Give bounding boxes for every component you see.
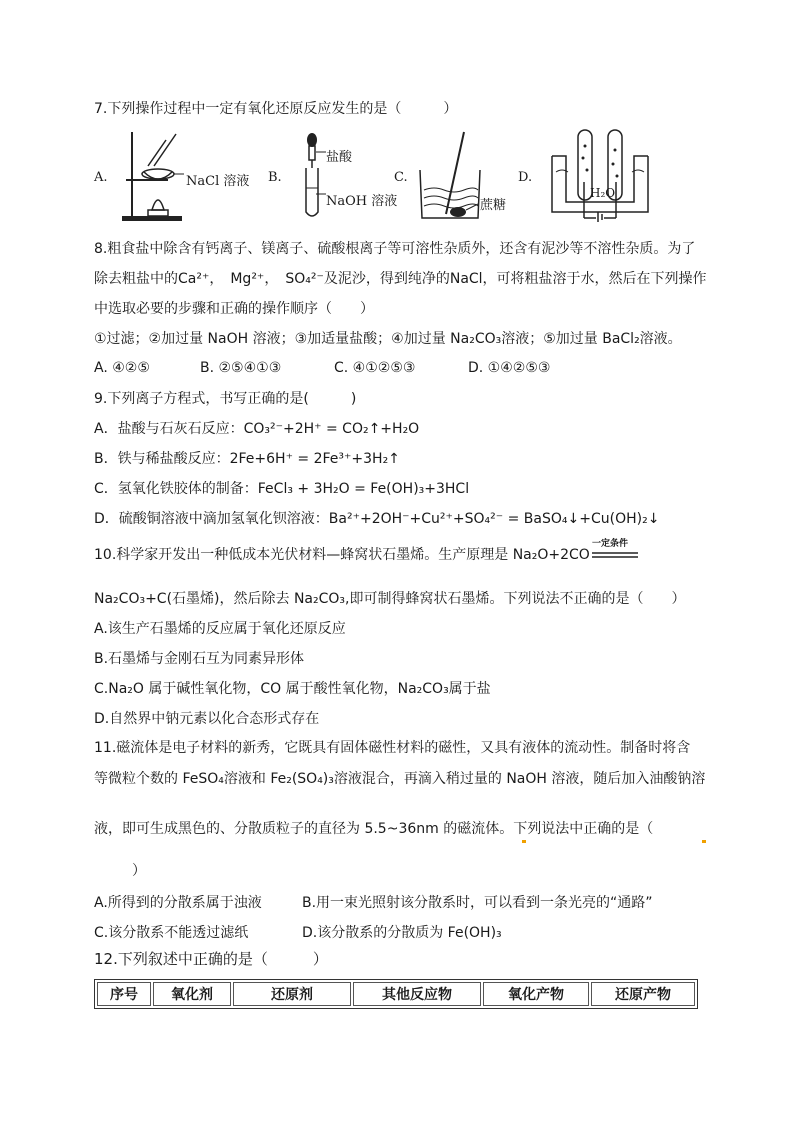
table-header-cell: 还原剂 [233,982,351,1006]
q10-line-1: 10.科学家开发出一种低成本光伏材料—蜂窝状石墨烯。生产原理是 Na₂O+2CO [94,547,590,563]
q11-option-a: A.所得到的分散系属于浊液 [94,895,262,911]
q8-option-a: A. ④②⑤ [94,360,150,376]
table-header-cell: 氧化剂 [153,982,231,1006]
orange-mark [522,840,526,843]
q11-line-2: 等微粒个数的 FeSO₄溶液和 Fe₂(SO₄)₃溶液混合，再滴入稍过量的 NaOH 溶液，随后加入油酸钠溶 [94,771,706,787]
q8-line-3: 中选取必要的步骤和正确的操作顺序（ ） [94,301,374,317]
q12-stem: 12.下列叙述中正确的是（ ） [94,950,328,968]
q11-line-4: ） [132,863,146,879]
table-header-cell: 其他反应物 [353,982,481,1006]
q9-option-d: D．硫酸铜溶液中滴加氢氧化钡溶液：Ba²⁺+2OH⁻+Cu²⁺+SO₄²⁻ = BaSO₄↓+Cu(OH)₂↓ [94,511,660,527]
q7-option-b-letter: B. [268,170,282,185]
q8-option-c: C. ④①②⑤③ [334,360,416,376]
q7-option-a-letter: A. [94,170,108,185]
q10-option-d: D.自然界中钠元素以化合态形式存在 [94,711,320,727]
q10-equals-sign-icon [590,540,640,564]
table-header-cell: 序号 [97,982,151,1006]
q7-stem: 7.下列操作过程中一定有氧化还原反应发生的是（ ） [94,101,458,117]
q11-line-3: 液，即可生成黑色的、分散质粒子的直径为 5.5~36nm 的磁流体。下列说法中正确的是（ [94,821,654,837]
q7-figure-c-label: 蔗糖 [480,198,507,213]
q7-figure-b-label-bottom: NaOH 溶液 [326,194,398,209]
q7-figure-b-label-top: 盐酸 [326,150,353,165]
table-header-cell: 还原产物 [591,982,695,1006]
q7-option-d-letter: D. [518,170,533,185]
q11-option-c: C.该分散系不能透过滤纸 [94,925,249,941]
q7-figure-d-label: H₂O [590,186,616,200]
q9-stem: 9.下列离子方程式，书写正确的是( ) [94,391,357,407]
q8-line-2: 除去粗盐中的Ca²⁺， Mg²⁺， SO₄²⁻及泥沙，得到纯净的NaCl，可将粗盐溶于水，然后在下列操作 [94,271,707,287]
q9-option-a: A．盐酸与石灰石反应：CO₃²⁻+2H⁺ = CO₂↑+H₂O [94,421,420,437]
q10-line-2: Na₂CO₃+C(石墨烯)，然后除去 Na₂CO₃,即可制得蜂窝状石墨烯。下列说法不正确的是（ ） [94,591,686,607]
q10-option-b: B.石墨烯与金刚石互为同素异形体 [94,651,305,667]
q11-line-1: 11.磁流体是电子材料的新秀，它既具有固体磁性材料的磁性，又具有液体的流动性。制备时将含 [94,740,691,756]
q8-option-b: B. ②⑤④①③ [200,360,282,376]
q8-line-1: 8.粗食盐中除含有钙离子、镁离子、硫酸根离子等可溶性杂质外，还含有泥沙等不溶性杂质。为了 [94,241,696,257]
q10-reaction-condition: 一定条件 [592,539,629,549]
q9-option-c: C．氢氧化铁胶体的制备：FeCl₃ + 3H₂O = Fe(OH)₃+3HCl [94,481,470,497]
q11-option-d: D.该分散系的分散质为 Fe(OH)₃ [302,925,502,941]
q8-line-4: ①过滤；②加过量 NaOH 溶液；③加适量盐酸；④加过量 Na₂CO₃溶液；⑤加过量 BaCl₂溶液。 [94,331,682,347]
q10-option-a: A.该生产石墨烯的反应属于氧化还原反应 [94,621,346,637]
orange-mark [702,840,706,843]
table-header-row [97,982,695,1006]
q7-figure-a-label: NaCl 溶液 [186,174,250,189]
q9-option-b: B．铁与稀盐酸反应：2Fe+6H⁺ = 2Fe³⁺+3H₂↑ [94,451,400,467]
table-header-cell: 氧化产物 [483,982,589,1006]
q7-option-c-letter: C. [394,170,408,185]
q12-table [94,979,698,1009]
q11-option-b: B.用一束光照射该分散系时，可以看到一条光亮的“通路” [302,895,653,911]
q10-option-c: C.Na₂O 属于碱性氧化物，CO 属于酸性氧化物，Na₂CO₃属于盐 [94,681,491,697]
q7-figure-d-electrolysis [548,126,652,222]
q8-option-d: D. ①④②⑤③ [468,360,551,376]
